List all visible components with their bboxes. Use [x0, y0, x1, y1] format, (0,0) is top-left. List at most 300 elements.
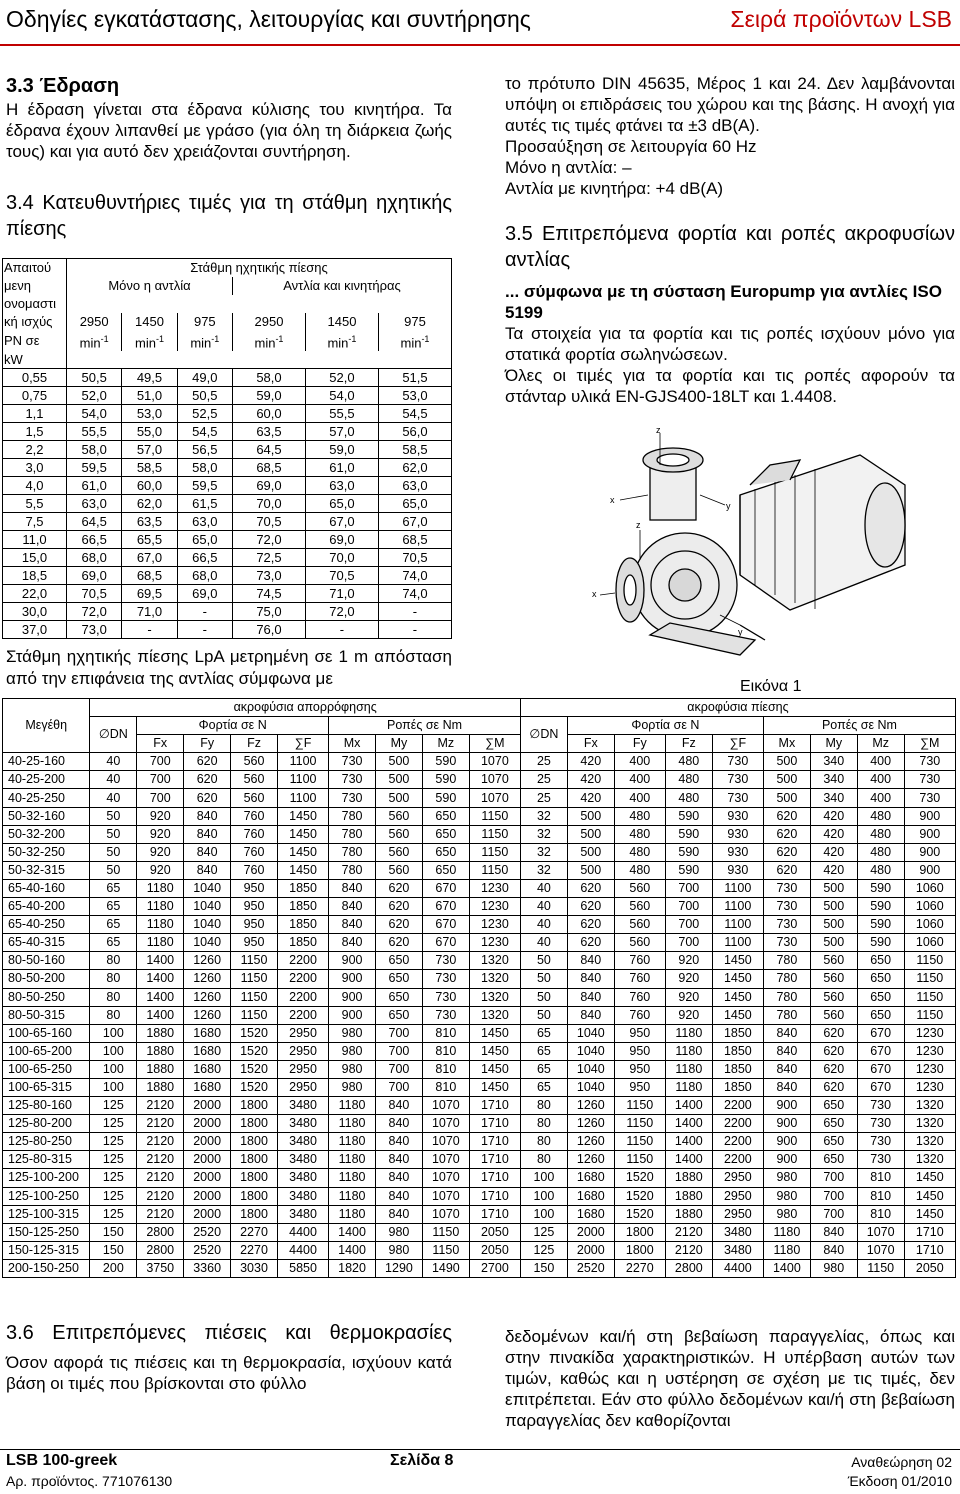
load-value-cell: 840 [763, 1060, 810, 1078]
section-3-6-continuation: δεδομένων και/ή στη βεβαίωση παραγγελίας, όπως και στην πινακίδα χαρακτηριστικών. Η υπέρβαση αυτών των τιμών, καθώς και η υστέρηση σε σχέση με τις τιμές, δεν επιτρέπεται. Εάν στο φύλλο δεδομένων και/ή στη βεβαίωση παραγγελίας δεν καθορίζονται [505, 1327, 955, 1430]
load-value-cell: 100 [90, 1060, 137, 1078]
load-value-cell: 1800 [231, 1115, 278, 1133]
load-value-cell: 125 [90, 1151, 137, 1169]
load-value-cell: 100 [520, 1187, 567, 1205]
dn-header: ∅DN [520, 717, 567, 753]
load-value-cell: 620 [763, 861, 810, 879]
unit-header: $\min^{-1}$ [177, 331, 232, 351]
load-value-cell: 560 [614, 879, 665, 897]
pump-size-cell: 65-40-200 [3, 898, 90, 916]
load-value-cell: 1100 [712, 916, 763, 934]
load-value-cell: 840 [329, 916, 376, 934]
load-value-cell: 1450 [712, 952, 763, 970]
header-divider [0, 44, 960, 46]
noise-value-cell: 74,5 [232, 585, 305, 603]
pump-size-cell: 50-32-250 [3, 843, 90, 861]
load-value-cell: 670 [857, 1024, 904, 1042]
noise-value-cell: 61,0 [67, 477, 122, 495]
load-value-cell: 920 [137, 825, 184, 843]
load-value-cell: 730 [763, 934, 810, 952]
footer-product-number: Αρ. προϊόντος. 771076130 [6, 1473, 173, 1489]
noise-value-cell: 52,5 [177, 405, 232, 423]
noise-value-cell: 69,0 [232, 477, 305, 495]
load-value-cell: 1400 [665, 1097, 712, 1115]
load-value-cell: 1180 [329, 1115, 376, 1133]
noise-value-cell: 63,0 [305, 477, 378, 495]
nozzle-loads-table [2, 698, 956, 1278]
load-value-cell: 900 [904, 861, 955, 879]
load-value-cell: 420 [810, 861, 857, 879]
noise-value-cell: 50,5 [67, 369, 122, 387]
load-value-cell: 1800 [231, 1133, 278, 1151]
load-value-cell: 2120 [137, 1169, 184, 1187]
load-value-cell: 3480 [277, 1133, 328, 1151]
load-value-cell: 980 [763, 1187, 810, 1205]
load-value-cell: 2200 [277, 970, 328, 988]
load-value-cell: 950 [231, 934, 278, 952]
load-value-cell: 840 [184, 843, 231, 861]
section-3-3-title: 3.3 Έδραση [6, 75, 120, 97]
footer-edition: Έκδοση 01/2010 [847, 1473, 952, 1489]
loads-table-row [3, 1223, 956, 1241]
load-value-cell: 1710 [469, 1169, 520, 1187]
load-value-cell: 620 [567, 916, 614, 934]
load-value-cell: 980 [810, 1259, 857, 1277]
load-value-cell: 1150 [469, 825, 520, 843]
load-value-cell: 1850 [277, 934, 328, 952]
load-value-cell: 2120 [665, 1223, 712, 1241]
load-value-cell: 700 [376, 1024, 423, 1042]
load-value-cell: 1680 [567, 1169, 614, 1187]
noise-value-cell: 51,0 [122, 387, 177, 405]
load-value-cell: 1180 [329, 1097, 376, 1115]
load-value-cell: 1040 [184, 916, 231, 934]
load-value-cell: 810 [857, 1169, 904, 1187]
noise-value-cell: - [177, 603, 232, 621]
corner-line-1: Απαιτού [3, 259, 67, 277]
load-value-cell: 700 [665, 879, 712, 897]
power-cell: 18,5 [3, 567, 67, 585]
load-value-cell: 590 [665, 861, 712, 879]
load-value-cell: 40 [90, 771, 137, 789]
noise-value-cell: - [122, 621, 177, 639]
noise-table-row [3, 441, 452, 459]
noise-value-cell: 52,0 [67, 387, 122, 405]
load-value-cell: 560 [810, 1006, 857, 1024]
load-value-cell: 980 [329, 1060, 376, 1078]
load-value-cell: 620 [763, 843, 810, 861]
loads-table-row [3, 952, 956, 970]
loads-table-row [3, 1241, 956, 1259]
load-value-cell: 65 [520, 1024, 567, 1042]
load-value-cell: 1450 [277, 825, 328, 843]
load-value-cell: 1150 [422, 1223, 469, 1241]
pump-size-cell: 125-80-315 [3, 1151, 90, 1169]
noise-value-cell: 49,0 [177, 369, 232, 387]
load-value-cell: 950 [614, 1060, 665, 1078]
load-value-cell: 2000 [567, 1241, 614, 1259]
load-value-cell: 1850 [277, 898, 328, 916]
noise-value-cell: 49,5 [122, 369, 177, 387]
load-value-cell: 1070 [422, 1097, 469, 1115]
load-value-cell: 930 [712, 861, 763, 879]
load-value-cell: 2800 [137, 1223, 184, 1241]
load-value-cell: 1450 [904, 1187, 955, 1205]
load-value-cell: 560 [231, 753, 278, 771]
load-value-cell: 1800 [614, 1241, 665, 1259]
corner-line-6: kW [3, 351, 67, 369]
noise-value-cell: 73,0 [67, 621, 122, 639]
load-value-cell: 1180 [137, 916, 184, 934]
load-value-cell: 25 [520, 753, 567, 771]
load-value-cell: 650 [376, 988, 423, 1006]
load-value-cell: 1230 [904, 1024, 955, 1042]
noise-value-cell: 72,0 [232, 531, 305, 549]
load-value-cell: 2120 [137, 1115, 184, 1133]
col-sum-m: ∑M [469, 735, 520, 753]
load-value-cell: 620 [567, 934, 614, 952]
load-value-cell: 2950 [277, 1078, 328, 1096]
loads-table-row [3, 1151, 956, 1169]
load-value-cell: 2950 [277, 1060, 328, 1078]
load-value-cell: 900 [763, 1133, 810, 1151]
speed-header: 2950 [67, 313, 122, 331]
load-value-cell: 730 [904, 753, 955, 771]
col-mx: Mx [763, 735, 810, 753]
noise-value-cell: 61,5 [177, 495, 232, 513]
load-value-cell: 2050 [469, 1241, 520, 1259]
load-value-cell: 2000 [184, 1133, 231, 1151]
load-value-cell: 2800 [665, 1259, 712, 1277]
col-sum-m: ∑M [904, 735, 955, 753]
load-value-cell: 950 [231, 898, 278, 916]
load-value-cell: 650 [810, 1151, 857, 1169]
load-value-cell: 1150 [469, 843, 520, 861]
loads-table-row [3, 825, 956, 843]
load-value-cell: 810 [422, 1060, 469, 1078]
load-value-cell: 500 [810, 879, 857, 897]
load-value-cell: 2000 [184, 1097, 231, 1115]
load-value-cell: 650 [857, 988, 904, 1006]
load-value-cell: 1320 [904, 1097, 955, 1115]
load-value-cell: 80 [90, 952, 137, 970]
load-value-cell: 1880 [137, 1042, 184, 1060]
noise-value-cell: 71,0 [305, 585, 378, 603]
noise-value-cell: 54,0 [67, 405, 122, 423]
load-value-cell: 2000 [567, 1223, 614, 1241]
noise-value-cell: 66,5 [67, 531, 122, 549]
noise-level-table [2, 258, 452, 639]
noise-value-cell: - [305, 621, 378, 639]
load-value-cell: 500 [376, 789, 423, 807]
load-value-cell: 1450 [712, 970, 763, 988]
load-value-cell: 900 [904, 825, 955, 843]
load-value-cell: 2700 [469, 1259, 520, 1277]
load-value-cell: 1320 [469, 952, 520, 970]
load-value-cell: 620 [376, 916, 423, 934]
load-value-cell: 1680 [184, 1024, 231, 1042]
load-value-cell: 620 [810, 1060, 857, 1078]
load-value-cell: 670 [422, 879, 469, 897]
pump-drawing [590, 425, 920, 675]
load-value-cell: 1180 [137, 898, 184, 916]
noise-value-cell: 67,0 [378, 513, 451, 531]
noise-caption: Στάθμη ηχητικής πίεσης LpA μετρημένη σε 1 m απόσταση από την επιφάνεια της αντλίας σύμφωνα με [6, 647, 452, 688]
load-value-cell: 2270 [231, 1241, 278, 1259]
power-cell: 15,0 [3, 549, 67, 567]
noise-value-cell: 70,5 [232, 513, 305, 531]
load-value-cell: 810 [857, 1187, 904, 1205]
pump-size-cell: 40-25-200 [3, 771, 90, 789]
load-value-cell: 560 [231, 789, 278, 807]
noise-value-cell: 53,0 [378, 387, 451, 405]
load-value-cell: 650 [376, 952, 423, 970]
load-value-cell: 125 [90, 1187, 137, 1205]
load-value-cell: 1450 [277, 843, 328, 861]
load-value-cell: 3360 [184, 1259, 231, 1277]
noise-value-cell: 69,5 [122, 585, 177, 603]
load-value-cell: 40 [520, 879, 567, 897]
load-value-cell: 840 [184, 861, 231, 879]
load-value-cell: 1520 [614, 1169, 665, 1187]
col-mx: Mx [329, 735, 376, 753]
load-value-cell: 730 [763, 879, 810, 897]
load-value-cell: 50 [90, 825, 137, 843]
load-value-cell: 730 [904, 771, 955, 789]
power-cell: 0,75 [3, 387, 67, 405]
speed-header: 975 [378, 313, 451, 331]
static-loads-text: Τα στοιχεία για τα φορτία και τις ροπές ισχύουν μόνο για στατικά φορτία σωληνώσεων. [505, 324, 955, 364]
load-value-cell: 40 [520, 934, 567, 952]
load-value-cell: 620 [763, 825, 810, 843]
load-value-cell: 840 [376, 1169, 423, 1187]
load-value-cell: 40 [520, 898, 567, 916]
noise-value-cell: 69,0 [177, 585, 232, 603]
load-value-cell: 1400 [137, 1006, 184, 1024]
load-value-cell: 1850 [712, 1042, 763, 1060]
load-value-cell: 730 [857, 1115, 904, 1133]
load-value-cell: 65 [90, 898, 137, 916]
load-value-cell: 1320 [904, 1133, 955, 1151]
load-value-cell: 1150 [231, 952, 278, 970]
power-cell: 5,5 [3, 495, 67, 513]
load-value-cell: 650 [810, 1097, 857, 1115]
power-cell: 7,5 [3, 513, 67, 531]
load-value-cell: 40 [90, 753, 137, 771]
load-value-cell: 650 [857, 970, 904, 988]
load-value-cell: 950 [614, 1078, 665, 1096]
noise-value-cell: - [177, 621, 232, 639]
right-column [505, 73, 955, 407]
col-fz: Fz [231, 735, 278, 753]
load-value-cell: 1880 [137, 1078, 184, 1096]
noise-value-cell: 65,0 [378, 495, 451, 513]
load-value-cell: 1150 [904, 970, 955, 988]
load-value-cell: 1230 [469, 934, 520, 952]
dn-header: ∅DN [90, 717, 137, 753]
load-value-cell: 1710 [469, 1115, 520, 1133]
load-value-cell: 920 [665, 988, 712, 1006]
section-3-5-title: 3.5 Επιτρεπόμενα φορτία και ροπές ακροφυσίων αντλίας [505, 223, 955, 271]
col-mz: Mz [857, 735, 904, 753]
load-value-cell: 1100 [277, 771, 328, 789]
load-value-cell: 730 [422, 1006, 469, 1024]
load-value-cell: 150 [90, 1241, 137, 1259]
load-value-cell: 340 [810, 771, 857, 789]
power-cell: 30,0 [3, 603, 67, 621]
load-value-cell: 2120 [665, 1241, 712, 1259]
noise-value-cell: 50,5 [177, 387, 232, 405]
load-value-cell: 840 [810, 1241, 857, 1259]
moments-header: Ροπές σε Nm [763, 717, 955, 735]
load-value-cell: 3480 [277, 1205, 328, 1223]
load-value-cell: 32 [520, 825, 567, 843]
load-value-cell: 3480 [277, 1187, 328, 1205]
noise-value-cell: - [378, 621, 451, 639]
noise-value-cell: 54,5 [378, 405, 451, 423]
load-value-cell: 1260 [184, 970, 231, 988]
load-value-cell: 400 [614, 753, 665, 771]
noise-value-cell: 59,0 [232, 387, 305, 405]
load-value-cell: 900 [329, 952, 376, 970]
loads-table-row [3, 753, 956, 771]
noise-value-cell: 58,0 [177, 459, 232, 477]
load-value-cell: 420 [810, 825, 857, 843]
load-value-cell: 590 [422, 771, 469, 789]
load-value-cell: 480 [665, 753, 712, 771]
load-value-cell: 3480 [712, 1241, 763, 1259]
load-value-cell: 1850 [277, 916, 328, 934]
load-value-cell: 100 [520, 1169, 567, 1187]
load-value-cell: 590 [857, 898, 904, 916]
loads-table-row [3, 898, 956, 916]
load-value-cell: 730 [763, 898, 810, 916]
pump-size-cell: 100-65-160 [3, 1024, 90, 1042]
load-value-cell: 4400 [712, 1259, 763, 1277]
load-value-cell: 700 [137, 789, 184, 807]
noise-value-cell: 75,0 [232, 603, 305, 621]
load-value-cell: 480 [614, 807, 665, 825]
noise-table-row [3, 459, 452, 477]
noise-value-cell: 68,5 [378, 531, 451, 549]
discharge-header: ακροφύσια πίεσης [520, 699, 955, 717]
load-value-cell: 100 [520, 1205, 567, 1223]
load-value-cell: 1040 [184, 879, 231, 897]
noise-value-cell: 76,0 [232, 621, 305, 639]
60hz-line: Προσαύξηση σε λειτουργία 60 Hz [505, 137, 757, 156]
load-value-cell: 2120 [137, 1151, 184, 1169]
load-value-cell: 950 [614, 1024, 665, 1042]
load-value-cell: 840 [376, 1115, 423, 1133]
pump-size-cell: 125-100-250 [3, 1187, 90, 1205]
load-value-cell: 480 [614, 843, 665, 861]
load-value-cell: 840 [376, 1097, 423, 1115]
load-value-cell: 1180 [763, 1223, 810, 1241]
suction-header: ακροφύσια απορρόφησης [90, 699, 521, 717]
europump-note: ... σύμφωνα με τη σύσταση Europump για αντλίες ISO 5199 [505, 282, 942, 322]
load-value-cell: 730 [712, 753, 763, 771]
pump-size-cell: 80-50-200 [3, 970, 90, 988]
load-value-cell: 1400 [137, 970, 184, 988]
noise-value-cell: 68,5 [232, 459, 305, 477]
load-value-cell: 900 [763, 1097, 810, 1115]
load-value-cell: 920 [665, 952, 712, 970]
loads-table-row [3, 1205, 956, 1223]
power-cell: 0,55 [3, 369, 67, 387]
load-value-cell: 840 [376, 1151, 423, 1169]
load-value-cell: 2200 [712, 1133, 763, 1151]
load-value-cell: 1260 [567, 1151, 614, 1169]
load-value-cell: 150 [520, 1259, 567, 1277]
load-value-cell: 1180 [329, 1133, 376, 1151]
load-value-cell: 650 [376, 970, 423, 988]
load-value-cell: 900 [329, 970, 376, 988]
load-value-cell: 125 [520, 1223, 567, 1241]
load-value-cell: 500 [810, 916, 857, 934]
load-value-cell: 620 [567, 898, 614, 916]
load-value-cell: 1850 [712, 1060, 763, 1078]
load-value-cell: 1680 [184, 1060, 231, 1078]
noise-group-title: Στάθμη ηχητικής πίεσης [67, 259, 452, 277]
axis-label-y: y [738, 627, 743, 637]
pump-size-cell: 125-80-200 [3, 1115, 90, 1133]
load-value-cell: 2000 [184, 1205, 231, 1223]
pump-size-cell: 80-50-315 [3, 1006, 90, 1024]
noise-value-cell: 67,0 [305, 513, 378, 531]
load-value-cell: 920 [665, 970, 712, 988]
load-value-cell: 1070 [422, 1187, 469, 1205]
pump-size-cell: 125-100-315 [3, 1205, 90, 1223]
load-value-cell: 1400 [665, 1115, 712, 1133]
pump-size-cell: 50-32-315 [3, 861, 90, 879]
load-value-cell: 620 [376, 879, 423, 897]
speed-header: 1450 [122, 313, 177, 331]
sizes-header: Μεγέθη [3, 699, 90, 753]
load-value-cell: 1040 [567, 1060, 614, 1078]
load-value-cell: 840 [184, 825, 231, 843]
load-value-cell: 2200 [712, 1151, 763, 1169]
load-value-cell: 200 [90, 1259, 137, 1277]
load-value-cell: 1400 [665, 1133, 712, 1151]
load-value-cell: 1070 [422, 1151, 469, 1169]
noise-table-row [3, 423, 452, 441]
noise-table-row [3, 621, 452, 639]
noise-value-cell: 72,0 [67, 603, 122, 621]
noise-table-row [3, 513, 452, 531]
load-value-cell: 2520 [184, 1241, 231, 1259]
col-fx: Fx [567, 735, 614, 753]
load-value-cell: 650 [422, 825, 469, 843]
noise-table-row [3, 387, 452, 405]
load-value-cell: 980 [329, 1024, 376, 1042]
load-value-cell: 840 [376, 1187, 423, 1205]
noise-value-cell: 59,0 [305, 441, 378, 459]
load-value-cell: 1680 [184, 1078, 231, 1096]
loads-table-row [3, 1187, 956, 1205]
load-value-cell: 780 [763, 1006, 810, 1024]
load-value-cell: 1450 [469, 1024, 520, 1042]
unit-header: $\min^{-1}$ [122, 331, 177, 351]
load-value-cell: 810 [422, 1078, 469, 1096]
noise-value-cell: 64,5 [67, 513, 122, 531]
load-value-cell: 590 [422, 753, 469, 771]
noise-table-row [3, 603, 452, 621]
load-value-cell: 780 [763, 970, 810, 988]
load-value-cell: 5850 [277, 1259, 328, 1277]
load-value-cell: 3480 [712, 1223, 763, 1241]
load-value-cell: 1100 [712, 879, 763, 897]
load-value-cell: 420 [810, 807, 857, 825]
